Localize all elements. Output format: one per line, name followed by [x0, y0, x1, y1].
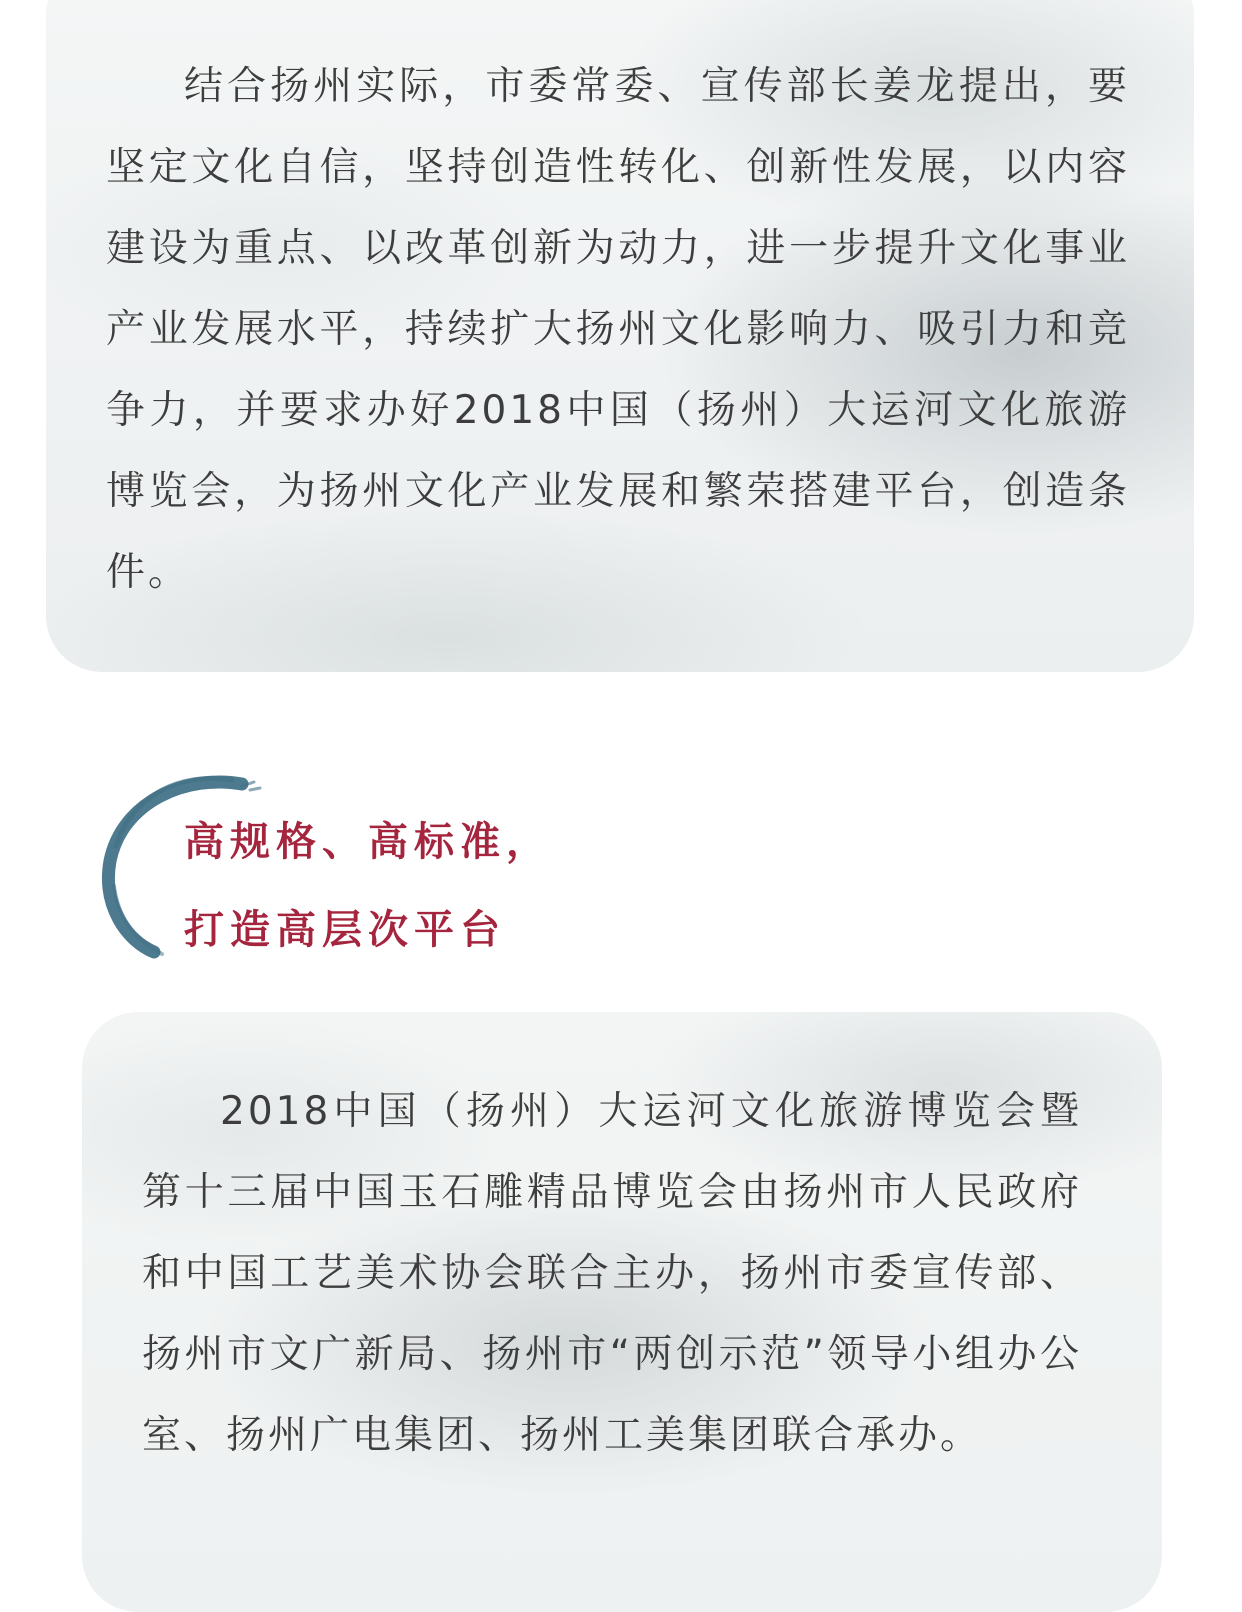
heading-line-1: 高规格、高标准， [184, 819, 552, 865]
ink-wash-card-top [46, 0, 1194, 672]
expo-paragraph: 2018中国（扬州）大运河文化旅游博览会暨第十三届中国玉石雕精品博览会由扬州市人民政府和中国工艺美术协会联合主办，扬州市委宣传部、扬州市文广新局、扬州市“两创示范”领导小组办公室、扬州广电集团、扬州工美集团联合承办。 [142, 1089, 1082, 1458]
ink-wash-card-bottom [82, 1012, 1162, 1612]
section-heading [92, 766, 692, 966]
intro-paragraph: 结合扬州实际，市委常委、宣传部长姜龙提出，要坚定文化自信，坚持创造性转化、创新性发展，以内容建设为重点、以改革创新为动力，进一步提升文化事业产业发展水平，持续扩大扬州文化影响力、吸引力和竞争力，并要求办好2018中国（扬州）大运河文化旅游博览会，为扬州文化产业发展和繁荣搭建平台，创造条件。 [106, 64, 1130, 595]
heading-line-2: 打造高层次平台 [184, 907, 506, 953]
